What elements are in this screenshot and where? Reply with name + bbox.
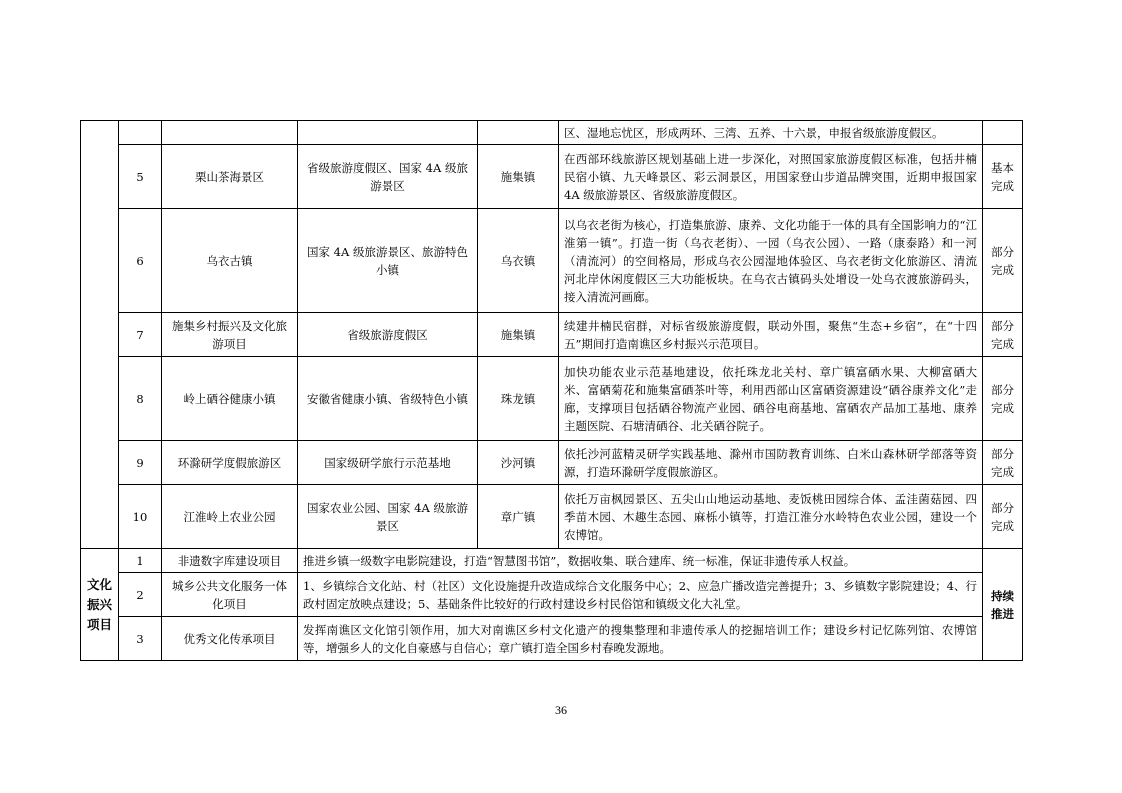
project-level: 省级旅游度假区 — [298, 313, 478, 357]
project-name: 施集乡村振兴及文化旅游项目 — [162, 313, 298, 357]
project-town: 章广镇 — [478, 485, 559, 549]
project-level: 国家 4A 级旅游景区、旅游特色小镇 — [298, 209, 478, 313]
row-description: 在西部环线旅游区规划基础上进一步深化，对照国家旅游度假区标准，包括井楠民宿小镇、九天峰景区、彩云洞景区，用国家登山步道品牌突围，近期申报国家 4A 级旅游景区、省级旅游度假区。 — [559, 145, 983, 209]
row-description: 发挥南谯区文化馆引领作用，加大对南谯区乡村文化遗产的搜集整理和非遗传承人的挖掘培训工作；建设乡村记忆陈列馆、农博馆等，增强乡人的文化自豪感与自信心；章广镇打造全国乡村春晚发源地。 — [298, 617, 983, 661]
row-status: 部分完成 — [983, 209, 1023, 313]
row-description: 加快功能农业示范基地建设，依托珠龙北关村、章广镇富硒水果、大柳富硒大米、富硒菊花和施集富硒茶叶等，利用西部山区富硒资源建设“硒谷康养文化”走廊，支撑项目包括硒谷物流产业园、硒谷电商基地、富硒农产品加工基地、康养主题医院、石塘清硒谷、北关硒谷院子。 — [559, 357, 983, 441]
table-row — [81, 357, 1023, 441]
project-level: 安徽省健康小镇、省级特色小镇 — [298, 357, 478, 441]
project-table — [80, 120, 1023, 661]
project-level: 省级旅游度假区、国家 4A 级旅游景区 — [298, 145, 478, 209]
table-row — [81, 209, 1023, 313]
row-description: 推进乡镇一级数字电影院建设，打造“智慧图书馆”，数据收集、联合建库、统一标准，保证非遗传承人权益。 — [298, 549, 983, 573]
table-row — [81, 313, 1023, 357]
row-status: 部分完成 — [983, 357, 1023, 441]
project-name: 非遗数字库建设项目 — [162, 549, 298, 573]
page-number: 36 — [555, 703, 567, 717]
project-name: 环滁研学度假旅游区 — [162, 441, 298, 485]
row-status: 部分完成 — [983, 441, 1023, 485]
project-town: 乌衣镇 — [478, 209, 559, 313]
row-description: 以乌衣老街为核心，打造集旅游、康养、文化功能于一体的具有全国影响力的“江淮第一镇”。打造一街（乌衣老街）、一园（乌衣公园）、一路（康泰路）和一河（清流河）的空间格局，形成乌衣公园湿地体验区、乌衣老街文化旅游区、清流河北岸休闲度假区三大功能板块。在乌衣古镇码头处增设一处乌衣渡旅游码头，接入清流河画廊。 — [559, 209, 983, 313]
row-status: 部分完成 — [983, 485, 1023, 549]
row-index: 8 — [119, 357, 162, 441]
table-row-culture — [81, 617, 1023, 661]
row-index: 1 — [119, 549, 162, 573]
project-name: 栗山茶海景区 — [162, 145, 298, 209]
row-index: 5 — [119, 145, 162, 209]
table-row — [81, 485, 1023, 549]
row-status: 基本完成 — [983, 145, 1023, 209]
project-name: 优秀文化传承项目 — [162, 617, 298, 661]
row-index: 9 — [119, 441, 162, 485]
row-index: 3 — [119, 617, 162, 661]
row-index: 6 — [119, 209, 162, 313]
project-name: 岭上硒谷健康小镇 — [162, 357, 298, 441]
row-index: 2 — [119, 573, 162, 617]
row-description: 区、湿地忘忧区，形成两环、三湾、五养、十六景，申报省级旅游度假区。 — [559, 121, 983, 145]
category-cell-continued — [81, 121, 119, 549]
table-row — [81, 145, 1023, 209]
project-name: 江淮岭上农业公园 — [162, 485, 298, 549]
row-index: 10 — [119, 485, 162, 549]
table-row-culture — [81, 549, 1023, 573]
project-town: 施集镇 — [478, 313, 559, 357]
section-status: 持续推进 — [983, 549, 1023, 661]
row-description: 1、乡镇综合文化站、村（社区）文化设施提升改造成综合文化服务中心；2、应急广播改造完善提升；3、乡镇数字影院建设；4、行政村固定放映点建设；5、基础条件比较好的行政村建设乡村民俗馆和镇级文化大礼堂。 — [298, 573, 983, 617]
project-town: 施集镇 — [478, 145, 559, 209]
table-row — [81, 441, 1023, 485]
row-description: 依托万亩枫园景区、五尖山山地运动基地、麦饭桃田园综合体、孟洼菌菇园、四季苗木园、木趣生态园、麻栎小镇等，打造江淮分水岭特色农业公园，建设一个农博馆。 — [559, 485, 983, 549]
project-level: 国家级研学旅行示范基地 — [298, 441, 478, 485]
project-town: 珠龙镇 — [478, 357, 559, 441]
project-name: 乌衣古镇 — [162, 209, 298, 313]
project-level: 国家农业公园、国家 4A 级旅游景区 — [298, 485, 478, 549]
category-label: 文化振兴项目 — [81, 549, 119, 661]
table-row-continuation — [81, 121, 1023, 145]
row-status: 部分完成 — [983, 313, 1023, 357]
project-town: 沙河镇 — [478, 441, 559, 485]
row-description: 续建井楠民宿群，对标省级旅游度假，联动外围，聚焦“生态+乡宿”，在“十四五”期间打造南谯区乡村振兴示范项目。 — [559, 313, 983, 357]
row-description: 依托沙河蓝精灵研学实践基地、滁州市国防教育训练、白米山森林研学部落等资源，打造环滁研学度假旅游区。 — [559, 441, 983, 485]
project-name: 城乡公共文化服务一体化项目 — [162, 573, 298, 617]
row-index: 7 — [119, 313, 162, 357]
table-row-culture — [81, 573, 1023, 617]
